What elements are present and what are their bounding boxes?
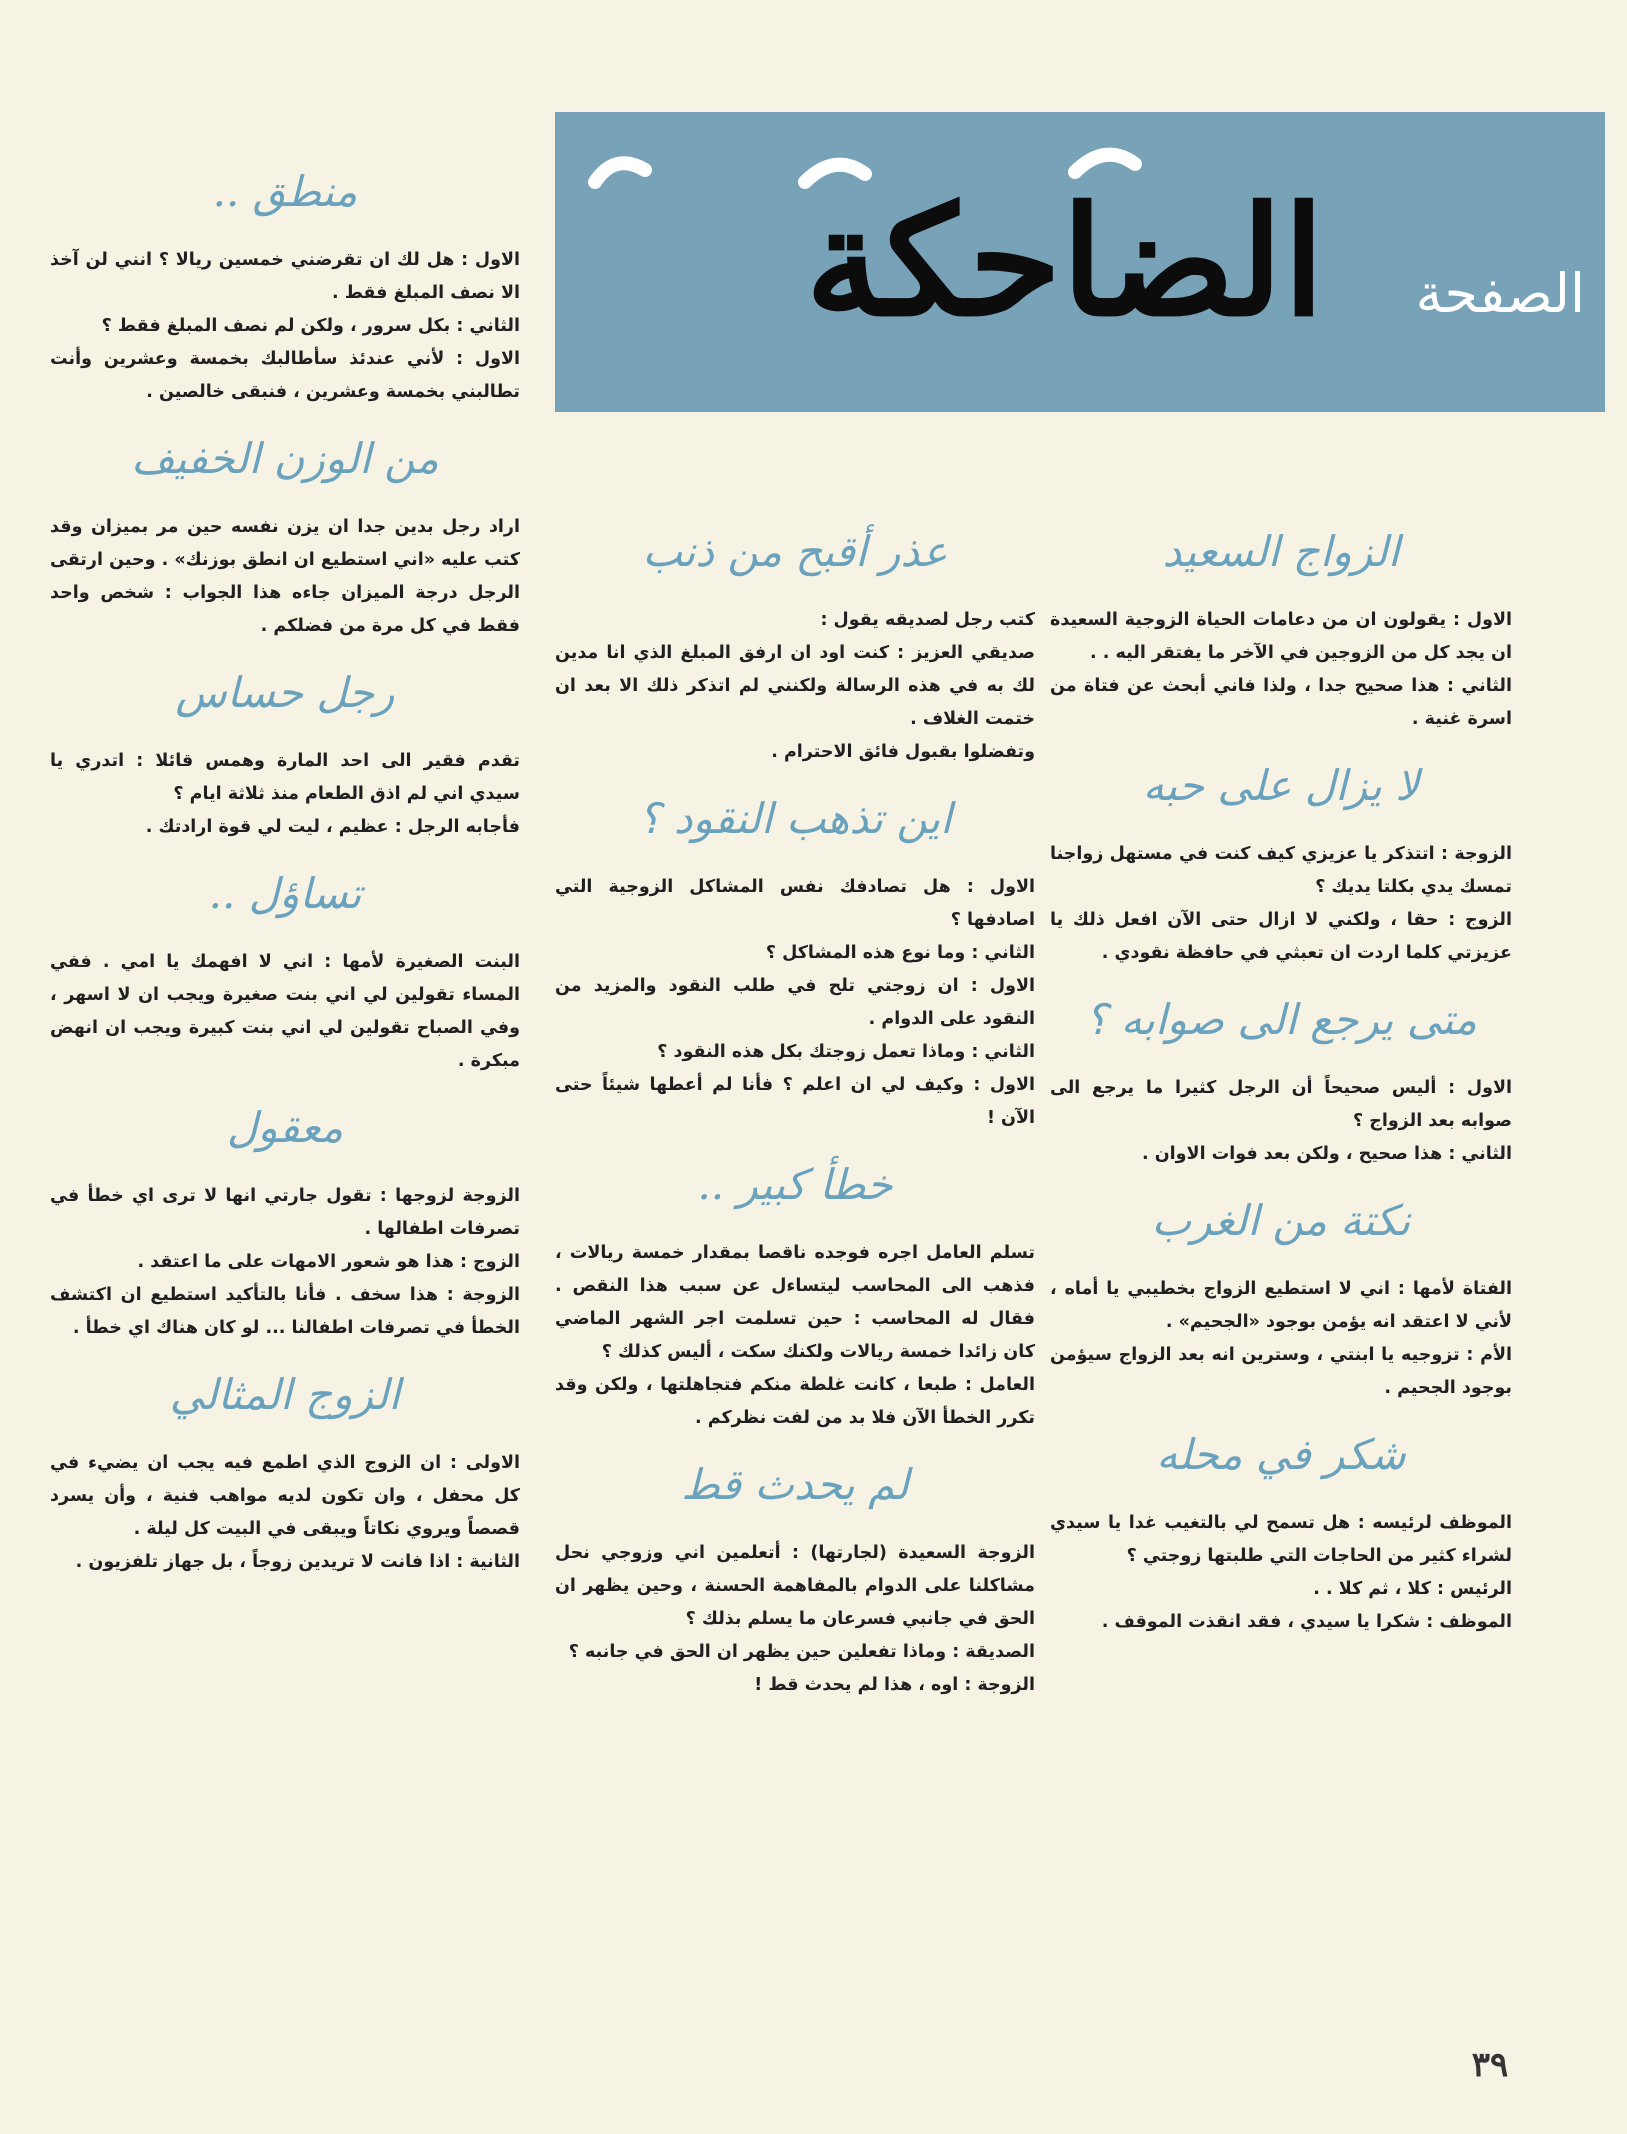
joke-line: تسلم العامل اجره فوجده ناقصا بمقدار خمسة ريالات ، فذهب الى المحاسب ليتساءل عن سبب هذا النقص . فقال له المحاسب : حين تسلمت اجر الشهر الماضي كان زائدا خمسة ريالات ولكنك سكت ، أليس كذلك ؟ bbox=[555, 1243, 1035, 1362]
joke-section bbox=[50, 862, 520, 1078]
joke-title: عذر أقبح من ذنب bbox=[642, 527, 948, 576]
joke-line: الاول : ان زوجتي تلح في طلب النقود والمزيد من النقود على الدوام . bbox=[555, 976, 1035, 1029]
joke-title: تساؤل .. bbox=[208, 869, 362, 918]
joke-line: الثاني : بكل سرور ، ولكن لم نصف المبلغ فقط ؟ bbox=[101, 316, 520, 336]
joke-line: الموظف لرئيسه : هل تسمح لي بالتغيب غدا يا سيدي لشراء كثير من الحاجات التي طلبتها زوجتي ؟ bbox=[1050, 1513, 1512, 1566]
joke-body bbox=[50, 511, 520, 643]
joke-title: رجل حساس bbox=[175, 668, 395, 717]
joke-line: تقدم فقير الى احد المارة وهمس قائلا : اتدري يا سيدي اني لم اذق الطعام منذ ثلاثة ايام ؟ bbox=[50, 751, 520, 804]
joke-line: وتفضلوا بقبول فائق الاحترام . bbox=[771, 742, 1035, 762]
joke-body bbox=[50, 1447, 520, 1579]
joke-line: الزوجة : اتتذكر يا عزيزي كيف كنت في مستهل زواجنا تمسك يدي بكلتا يديك ؟ bbox=[1050, 844, 1512, 897]
joke-section bbox=[50, 427, 520, 643]
joke-body bbox=[555, 1537, 1035, 1702]
joke-section bbox=[1050, 754, 1512, 970]
joke-body bbox=[555, 1237, 1035, 1435]
joke-line: الاول : هل تصادفك نفس المشاكل الزوجية التي اصادفها ؟ bbox=[555, 877, 1035, 930]
column-right bbox=[1050, 520, 1512, 1657]
joke-line: الزوجة لزوجها : تقول جارتي انها لا ترى اي خطأ في تصرفات اطفالها . bbox=[50, 1186, 520, 1239]
joke-title: متى يرجع الى صوابه ؟ bbox=[1085, 995, 1477, 1044]
joke-body bbox=[50, 244, 520, 409]
joke-line: الثانية : اذا فانت لا تريدين زوجاً ، بل جهاز تلفزيون . bbox=[75, 1552, 520, 1572]
joke-line: الأم : تزوجيه يا ابنتي ، وسترين انه بعد الزواج سيؤمن بوجود الجحيم . bbox=[1050, 1345, 1512, 1398]
joke-title: معقول bbox=[226, 1103, 344, 1152]
page-number: ٣٩ bbox=[1471, 2045, 1509, 2085]
column-left bbox=[50, 160, 520, 1597]
joke-body bbox=[1050, 604, 1512, 736]
joke-line: الاول : أليس صحيحاً أن الرجل كثيرا ما يرجع الى صوابه بعد الزواج ؟ bbox=[1050, 1078, 1512, 1131]
joke-line: الاول : يقولون ان من دعامات الحياة الزوجية السعيدة ان يجد كل من الزوجين في الآخر ما يفتقر اليه . . bbox=[1050, 610, 1512, 663]
joke-line: الثاني : وما نوع هذه المشاكل ؟ bbox=[765, 943, 1035, 963]
joke-section bbox=[555, 1453, 1035, 1702]
joke-line: الزوج : هذا هو شعور الامهات على ما اعتقد . bbox=[137, 1252, 520, 1272]
joke-section bbox=[1050, 988, 1512, 1171]
joke-line: الزوجة : اوه ، هذا لم يحدث قط ! bbox=[754, 1675, 1035, 1695]
joke-body bbox=[1050, 838, 1512, 970]
joke-line: الزوج : حقا ، ولكني لا ازال حتى الآن افعل ذلك يا عزيزتي كلما اردت ان تعبثي في حافظة نقودي . bbox=[1050, 910, 1512, 963]
joke-body bbox=[50, 946, 520, 1078]
page-title: الضاحكة bbox=[805, 174, 1325, 350]
joke-title: خطأ كبير .. bbox=[697, 1160, 893, 1209]
joke-title: لم يحدث قط bbox=[681, 1460, 909, 1509]
joke-body bbox=[50, 745, 520, 844]
joke-body bbox=[50, 1180, 520, 1345]
joke-line: الثاني : هذا صحيح جدا ، ولذا فاني أبحث عن فتاة من اسرة غنية . bbox=[1050, 676, 1512, 729]
column-middle bbox=[555, 520, 1035, 1720]
joke-line: الثاني : وماذا تعمل زوجتك بكل هذه النقود ؟ bbox=[657, 1042, 1035, 1062]
joke-title: اين تذهب النقود ؟ bbox=[638, 794, 952, 843]
joke-line: الزوجة : هذا سخف . فأنا بالتأكيد استطيع ان اكتشف الخطأ في تصرفات اطفالنا ... لو كان هناك اي خطأ . bbox=[50, 1285, 520, 1338]
joke-line: فأجابه الرجل : عظيم ، ليت لي قوة ارادتك . bbox=[145, 817, 520, 837]
joke-section bbox=[50, 1363, 520, 1579]
joke-section bbox=[1050, 1423, 1512, 1639]
joke-body bbox=[1050, 1072, 1512, 1171]
joke-line: الاول : هل لك ان تقرضني خمسين ريالا ؟ انني لن آخذ الا نصف المبلغ فقط . bbox=[50, 250, 520, 303]
joke-section bbox=[50, 1096, 520, 1345]
joke-title: منطق .. bbox=[212, 167, 358, 216]
joke-title: نكتة من الغرب bbox=[1151, 1196, 1411, 1245]
joke-section bbox=[555, 787, 1035, 1135]
joke-line: كتب رجل لصديقه يقول : bbox=[820, 610, 1035, 630]
joke-section bbox=[555, 520, 1035, 769]
joke-section bbox=[50, 661, 520, 844]
joke-section bbox=[50, 160, 520, 409]
joke-line: الموظف : شكرا يا سيدي ، فقد انقذت الموقف . bbox=[1101, 1612, 1512, 1632]
joke-title: شكر في محله bbox=[1156, 1430, 1406, 1479]
joke-body bbox=[1050, 1507, 1512, 1639]
joke-body bbox=[555, 871, 1035, 1135]
joke-body bbox=[1050, 1273, 1512, 1405]
joke-section bbox=[1050, 520, 1512, 736]
joke-section bbox=[555, 1153, 1035, 1435]
joke-title: من الوزن الخفيف bbox=[131, 434, 439, 483]
joke-line: اراد رجل بدين جدا ان يزن نفسه حين مر بميزان وقد كتب عليه «اني استطيع ان انطق بوزنك» . وحين ارتقى الرجل درجة الميزان جاءه هذا الجواب : شخص واحد فقط في كل مرة من فضلكم . bbox=[50, 517, 520, 636]
joke-line: الاول : لأني عندئذ سأطالبك بخمسة وعشرين وأنت تطالبني بخمسة وعشرين ، فنبقى خالصين . bbox=[50, 349, 520, 402]
joke-line: الاولى : ان الزوج الذي اطمع فيه يجب ان يضيء في كل محفل ، وان تكون لديه مواهب فنية ، وأن يسرد قصصاً ويروي نكاتاً ويبقى في البيت كل ليلة . bbox=[50, 1453, 520, 1539]
joke-line: صديقي العزيز : كنت اود ان ارفق المبلغ الذي انا مدين لك به في هذه الرسالة ولكنني لم اتذكر ذلك الا بعد ان ختمت الغلاف . bbox=[555, 643, 1035, 729]
joke-line: الرئيس : كلا ، ثم كلا . . bbox=[1313, 1579, 1512, 1599]
joke-line: البنت الصغيرة لأمها : اني لا افهمك يا امي . ففي المساء تقولين لي اني بنت صغيرة ويجب ان لا اسهر ، وفي الصباح تقولين لي اني بنت كبيرة ويجب ان انهض مبكرة . bbox=[50, 952, 520, 1071]
joke-line: الصديقة : وماذا تفعلين حين يظهر ان الحق في جانبه ؟ bbox=[568, 1642, 1035, 1662]
joke-line: العامل : طبعا ، كانت غلطة منكم فتجاهلتها ، ولكن وقد تكرر الخطأ الآن فلا بد من لفت نظركم . bbox=[555, 1375, 1035, 1428]
header-banner bbox=[555, 112, 1605, 412]
page-subtitle: الصفحة bbox=[1415, 262, 1585, 325]
joke-line: الفتاة لأمها : اني لا استطيع الزواج بخطيبي يا أماه ، لأني لا اعتقد انه يؤمن بوجود «الجحيم» . bbox=[1050, 1279, 1512, 1332]
joke-body bbox=[555, 604, 1035, 769]
joke-title: لا يزال على حبه bbox=[1142, 761, 1420, 810]
joke-line: الزوجة السعيدة (لجارتها) : أتعلمين اني وزوجي نحل مشاكلنا على الدوام بالمفاهمة الحسنة ، وحين يظهر ان الحق في جانبي فسرعان ما يسلم بذلك ؟ bbox=[555, 1543, 1035, 1629]
joke-title: الزوج المثالي bbox=[169, 1370, 401, 1419]
joke-title: الزواج السعيد bbox=[1162, 527, 1400, 576]
joke-section bbox=[1050, 1189, 1512, 1405]
joke-line: الاول : وكيف لي ان اعلم ؟ فأنا لم أعطها شيئاً حتى الآن ! bbox=[555, 1075, 1035, 1128]
joke-line: الثاني : هذا صحيح ، ولكن بعد فوات الاوان . bbox=[1142, 1144, 1512, 1164]
